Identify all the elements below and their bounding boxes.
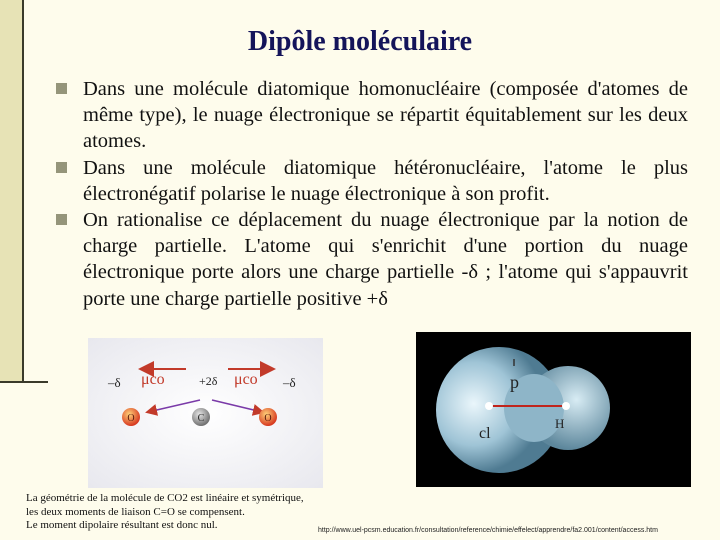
square-bullet-icon	[56, 214, 67, 225]
center-partial-charge: +2δ	[199, 374, 218, 388]
corner-divider-line	[0, 381, 48, 383]
bullet-item	[56, 155, 688, 207]
caption-line: Le moment dipolaire résultant est donc nul.	[26, 519, 218, 531]
chlorine-nucleus	[485, 402, 493, 410]
co2-dipole-figure	[88, 338, 323, 488]
caption-line: les deux moments de liaison C=O se compensent.	[26, 505, 245, 518]
right-bond-moment-label: μco	[234, 371, 258, 388]
bullet-text: On rationalise ce déplacement du nuage électronique par la notion de charge partielle. L'atome qui s'enrichit d'une portion du nuage électronique porte alors une charge partielle -δ ; l'atome qui s'appauvrit porte une charge partielle positive +δ	[83, 209, 688, 310]
bullet-item	[56, 207, 688, 312]
figure-caption	[26, 492, 346, 533]
oxygen-right-symbol: O	[264, 413, 272, 424]
slide-title: Dipôle moléculaire	[247, 26, 473, 57]
source-url: http://www.uel-pcsm.education.fr/consultation/reference/chimie/effelect/apprendre/fa2.001/content/access.htm	[318, 527, 658, 534]
hydrogen-label: H	[555, 416, 565, 431]
bullet-text: Dans une molécule diatomique hétéronucléaire, l'atome le plus électronégatif polarise le nuage électronique à son profit.	[83, 156, 688, 205]
right-partial-charge: –δ	[283, 375, 296, 390]
carbon-symbol: C	[197, 413, 205, 424]
oxygen-left-symbol: O	[127, 413, 135, 424]
left-partial-charge: –δ	[108, 375, 121, 390]
caption-line: La géométrie de la molécule de CO2 est linéaire et symétrique,	[26, 492, 304, 504]
bullet-text: Dans une molécule diatomique homonucléaire (composée d'atomes de même type), le nuage électronique se répartit équitablement sur les deux atomes.	[83, 78, 688, 153]
hydrogen-nucleus	[562, 402, 570, 410]
square-bullet-icon	[56, 162, 67, 173]
square-bullet-icon	[56, 83, 67, 94]
dipole-label: p	[510, 372, 519, 392]
chlorine-label: cl	[479, 425, 491, 442]
bullet-list	[56, 76, 688, 312]
left-bond-moment-label: μco	[141, 371, 165, 388]
hcl-electron-cloud-figure	[416, 332, 691, 487]
bullet-item	[56, 76, 688, 155]
